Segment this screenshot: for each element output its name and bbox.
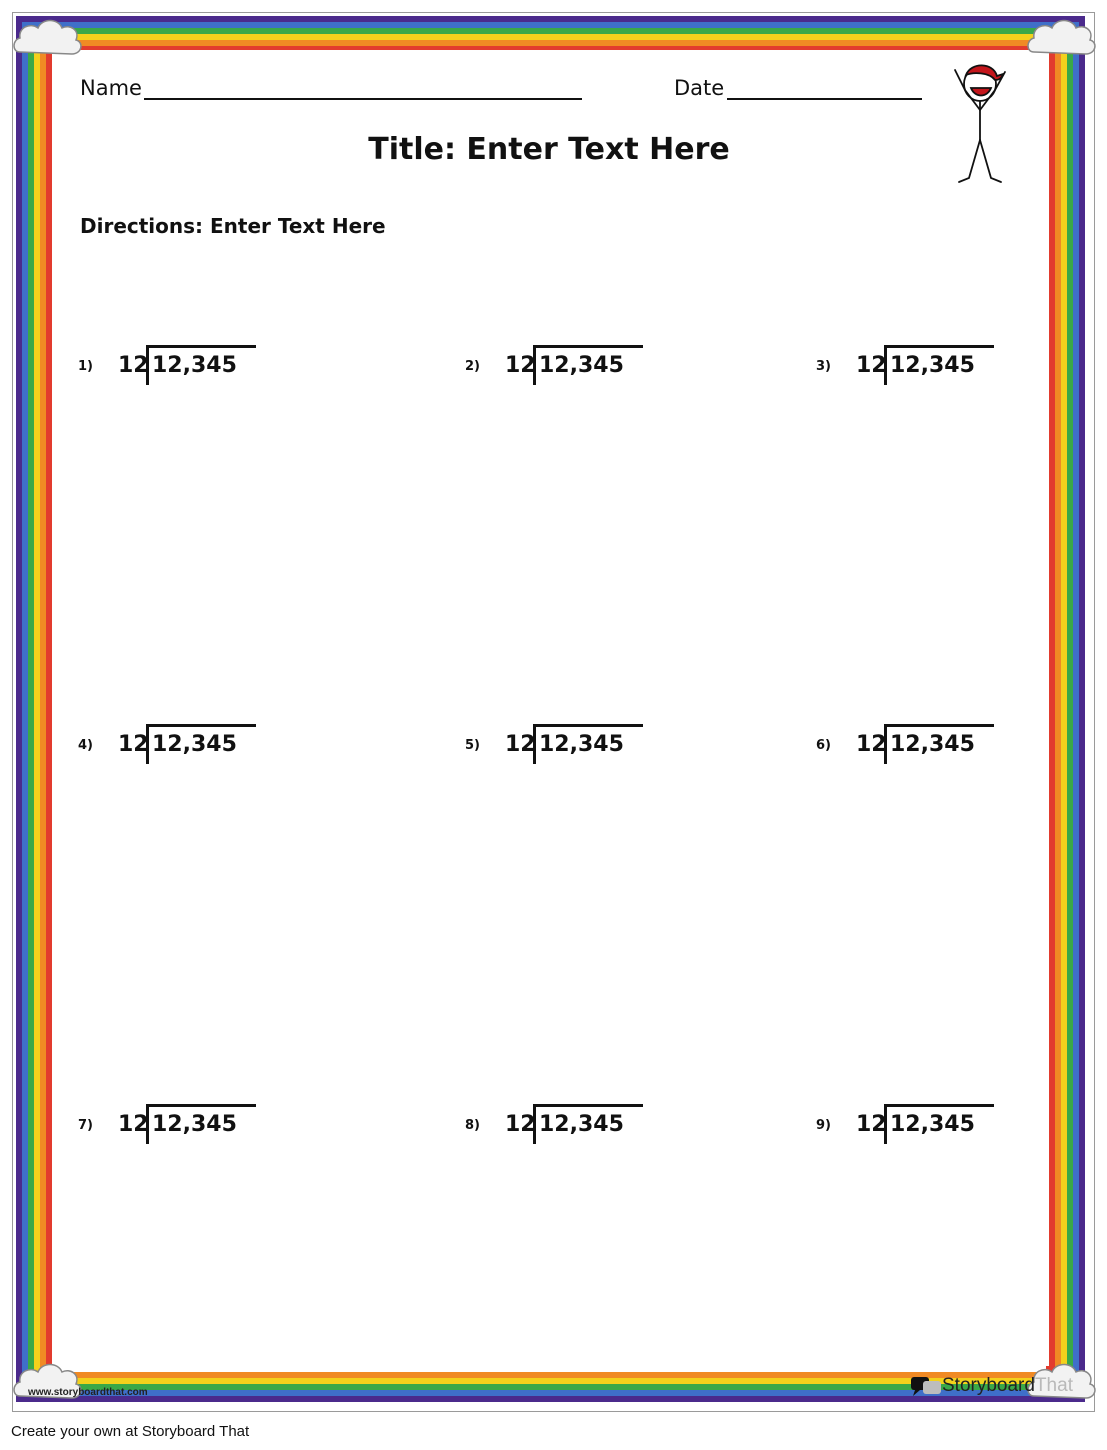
division-problem (465, 724, 765, 774)
problem-number: 2) (465, 359, 480, 374)
division-problem (465, 345, 765, 395)
stick-figure-icon (945, 60, 1015, 190)
division-problem (78, 345, 378, 395)
storyboard-logo-icon (910, 1375, 942, 1397)
dividend: 12,345 (890, 353, 975, 378)
problem-number: 8) (465, 1118, 480, 1133)
dividend: 12,345 (152, 1112, 237, 1137)
problem-number: 6) (816, 738, 831, 753)
create-your-own-link[interactable]: Create your own at Storyboard That (11, 1423, 250, 1440)
dividend: 12,345 (539, 732, 624, 757)
divisor: 12 (856, 353, 887, 378)
dividend: 12,345 (539, 353, 624, 378)
divisor: 12 (505, 1112, 536, 1137)
division-problem (816, 724, 1107, 774)
date-label: Date (674, 76, 725, 100)
footer-url: www.storyboardthat.com (28, 1387, 148, 1398)
divisor: 12 (118, 732, 149, 757)
problem-number: 4) (78, 738, 93, 753)
problem-number: 7) (78, 1118, 93, 1133)
divisor: 12 (118, 1112, 149, 1137)
division-problem (465, 1104, 765, 1154)
dividend: 12,345 (539, 1112, 624, 1137)
date-line[interactable] (727, 98, 922, 100)
problem-number: 3) (816, 359, 831, 374)
storyboard-that-logo (910, 1374, 1073, 1398)
page-title: Title: Enter Text Here (368, 132, 730, 167)
dividend: 12,345 (890, 732, 975, 757)
divisor: 12 (118, 353, 149, 378)
division-problem (78, 1104, 378, 1154)
division-problem (816, 1104, 1107, 1154)
worksheet-paper (52, 50, 1046, 1372)
division-problem (816, 345, 1107, 395)
division-problem (78, 724, 378, 774)
divisor: 12 (505, 732, 536, 757)
directions-text: Directions: Enter Text Here (80, 214, 386, 238)
divisor: 12 (856, 1112, 887, 1137)
brand-that: That (1034, 1375, 1073, 1396)
name-label: Name (80, 76, 142, 100)
problem-number: 9) (816, 1118, 831, 1133)
dividend: 12,345 (152, 732, 237, 757)
problem-number: 1) (78, 359, 93, 374)
brand-storyboard: Storyboard (942, 1375, 1035, 1396)
divisor: 12 (856, 732, 887, 757)
divisor: 12 (505, 353, 536, 378)
cloud-icon (10, 1356, 84, 1406)
dividend: 12,345 (152, 353, 237, 378)
problem-number: 5) (465, 738, 480, 753)
cloud-icon (1024, 12, 1098, 62)
cloud-icon (10, 12, 84, 62)
dividend: 12,345 (890, 1112, 975, 1137)
name-line[interactable] (144, 98, 582, 100)
